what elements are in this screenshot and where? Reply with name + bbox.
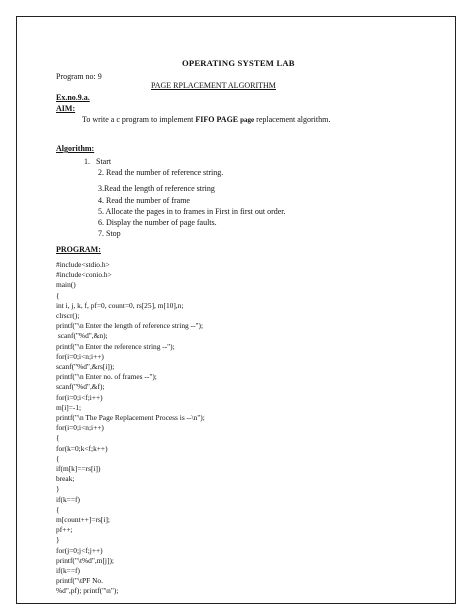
code-line: printf("\n Enter the reference string --"); bbox=[56, 341, 175, 351]
code-line: #include<conio.h> bbox=[56, 270, 112, 280]
algorithm-label: Algorithm: bbox=[56, 144, 95, 153]
code-line: if(m[k]==rs[i]) bbox=[56, 464, 101, 473]
code-line: if(k==f) bbox=[56, 494, 80, 504]
algorithm-step: 7. Stop bbox=[98, 229, 121, 238]
code-line: int i, j, k, f, pf=0, count=0, rs[25], m[10],n; bbox=[56, 300, 184, 310]
code-line: } bbox=[56, 484, 60, 494]
code-line: clrscr(); bbox=[56, 311, 80, 320]
code-line: printf("\t%d",m[j]); bbox=[56, 555, 114, 565]
code-line: scanf("%d",&rs[i]); bbox=[56, 362, 115, 371]
algorithm-step: 4. Read the number of frame bbox=[98, 196, 190, 205]
code-line: { bbox=[56, 504, 60, 514]
code-line: scanf("%d",&f); bbox=[56, 382, 105, 392]
code-line: for(i=0;i<f;i++) bbox=[56, 392, 103, 402]
code-line: printf("\n Enter the length of reference string --"); bbox=[56, 321, 204, 331]
program-number: Program no: 9 bbox=[56, 72, 102, 81]
code-line: { bbox=[56, 290, 60, 300]
aim-text: To write a c program to implement FIFO PAGE page replacement algorithm. bbox=[82, 115, 331, 124]
aim-label: AIM: bbox=[56, 104, 76, 113]
code-line: %d",pf); printf("\n"); bbox=[56, 586, 119, 596]
code-line: for(j=0;j<f;j++) bbox=[56, 545, 103, 555]
code-line: for(i=0;i<n;i++) bbox=[56, 423, 104, 433]
code-line: for(i=0;i<n;i++) bbox=[56, 351, 104, 361]
code-line: break; bbox=[56, 474, 75, 484]
code-line: printf("\n The Page Replacement Process is --\n"); bbox=[56, 413, 205, 422]
code-line: printf("\n Enter no. of frames --"); bbox=[56, 372, 157, 382]
code-line: pf++; bbox=[56, 525, 73, 535]
code-line: m[i]=-1; bbox=[56, 402, 82, 412]
code-line: } bbox=[56, 535, 60, 545]
code-line: for(k=0;k<f;k++) bbox=[56, 443, 108, 453]
code-line: { bbox=[56, 433, 60, 443]
algorithm-step: 5. Allocate the pages in to frames in First in first out order. bbox=[98, 207, 286, 216]
code-line: #include<stdio.h> bbox=[56, 260, 110, 269]
lab-title: OPERATING SYSTEM LAB bbox=[182, 58, 295, 68]
algorithm-heading: PAGE RPLACEMENT ALGORITHM bbox=[151, 81, 276, 90]
code-line: main() bbox=[56, 280, 76, 290]
program-label: PROGRAM: bbox=[56, 245, 101, 254]
code-line: { bbox=[56, 453, 60, 463]
algorithm-step: 3.Read the length of reference string bbox=[98, 184, 215, 193]
code-line: printf("\tPF No. bbox=[56, 576, 103, 586]
algorithm-step: 6. Display the number of page faults. bbox=[98, 218, 217, 227]
algorithm-step: 2. Read the number of reference string. bbox=[98, 168, 224, 177]
exercise-number: Ex.no.9.a. bbox=[56, 93, 90, 102]
algorithm-step: 1. Start bbox=[84, 157, 112, 166]
code-line: if(k==f) bbox=[56, 566, 80, 575]
code-line: m[count++]=rs[i]; bbox=[56, 515, 110, 524]
code-line: scanf("%d",&n); bbox=[56, 331, 108, 341]
